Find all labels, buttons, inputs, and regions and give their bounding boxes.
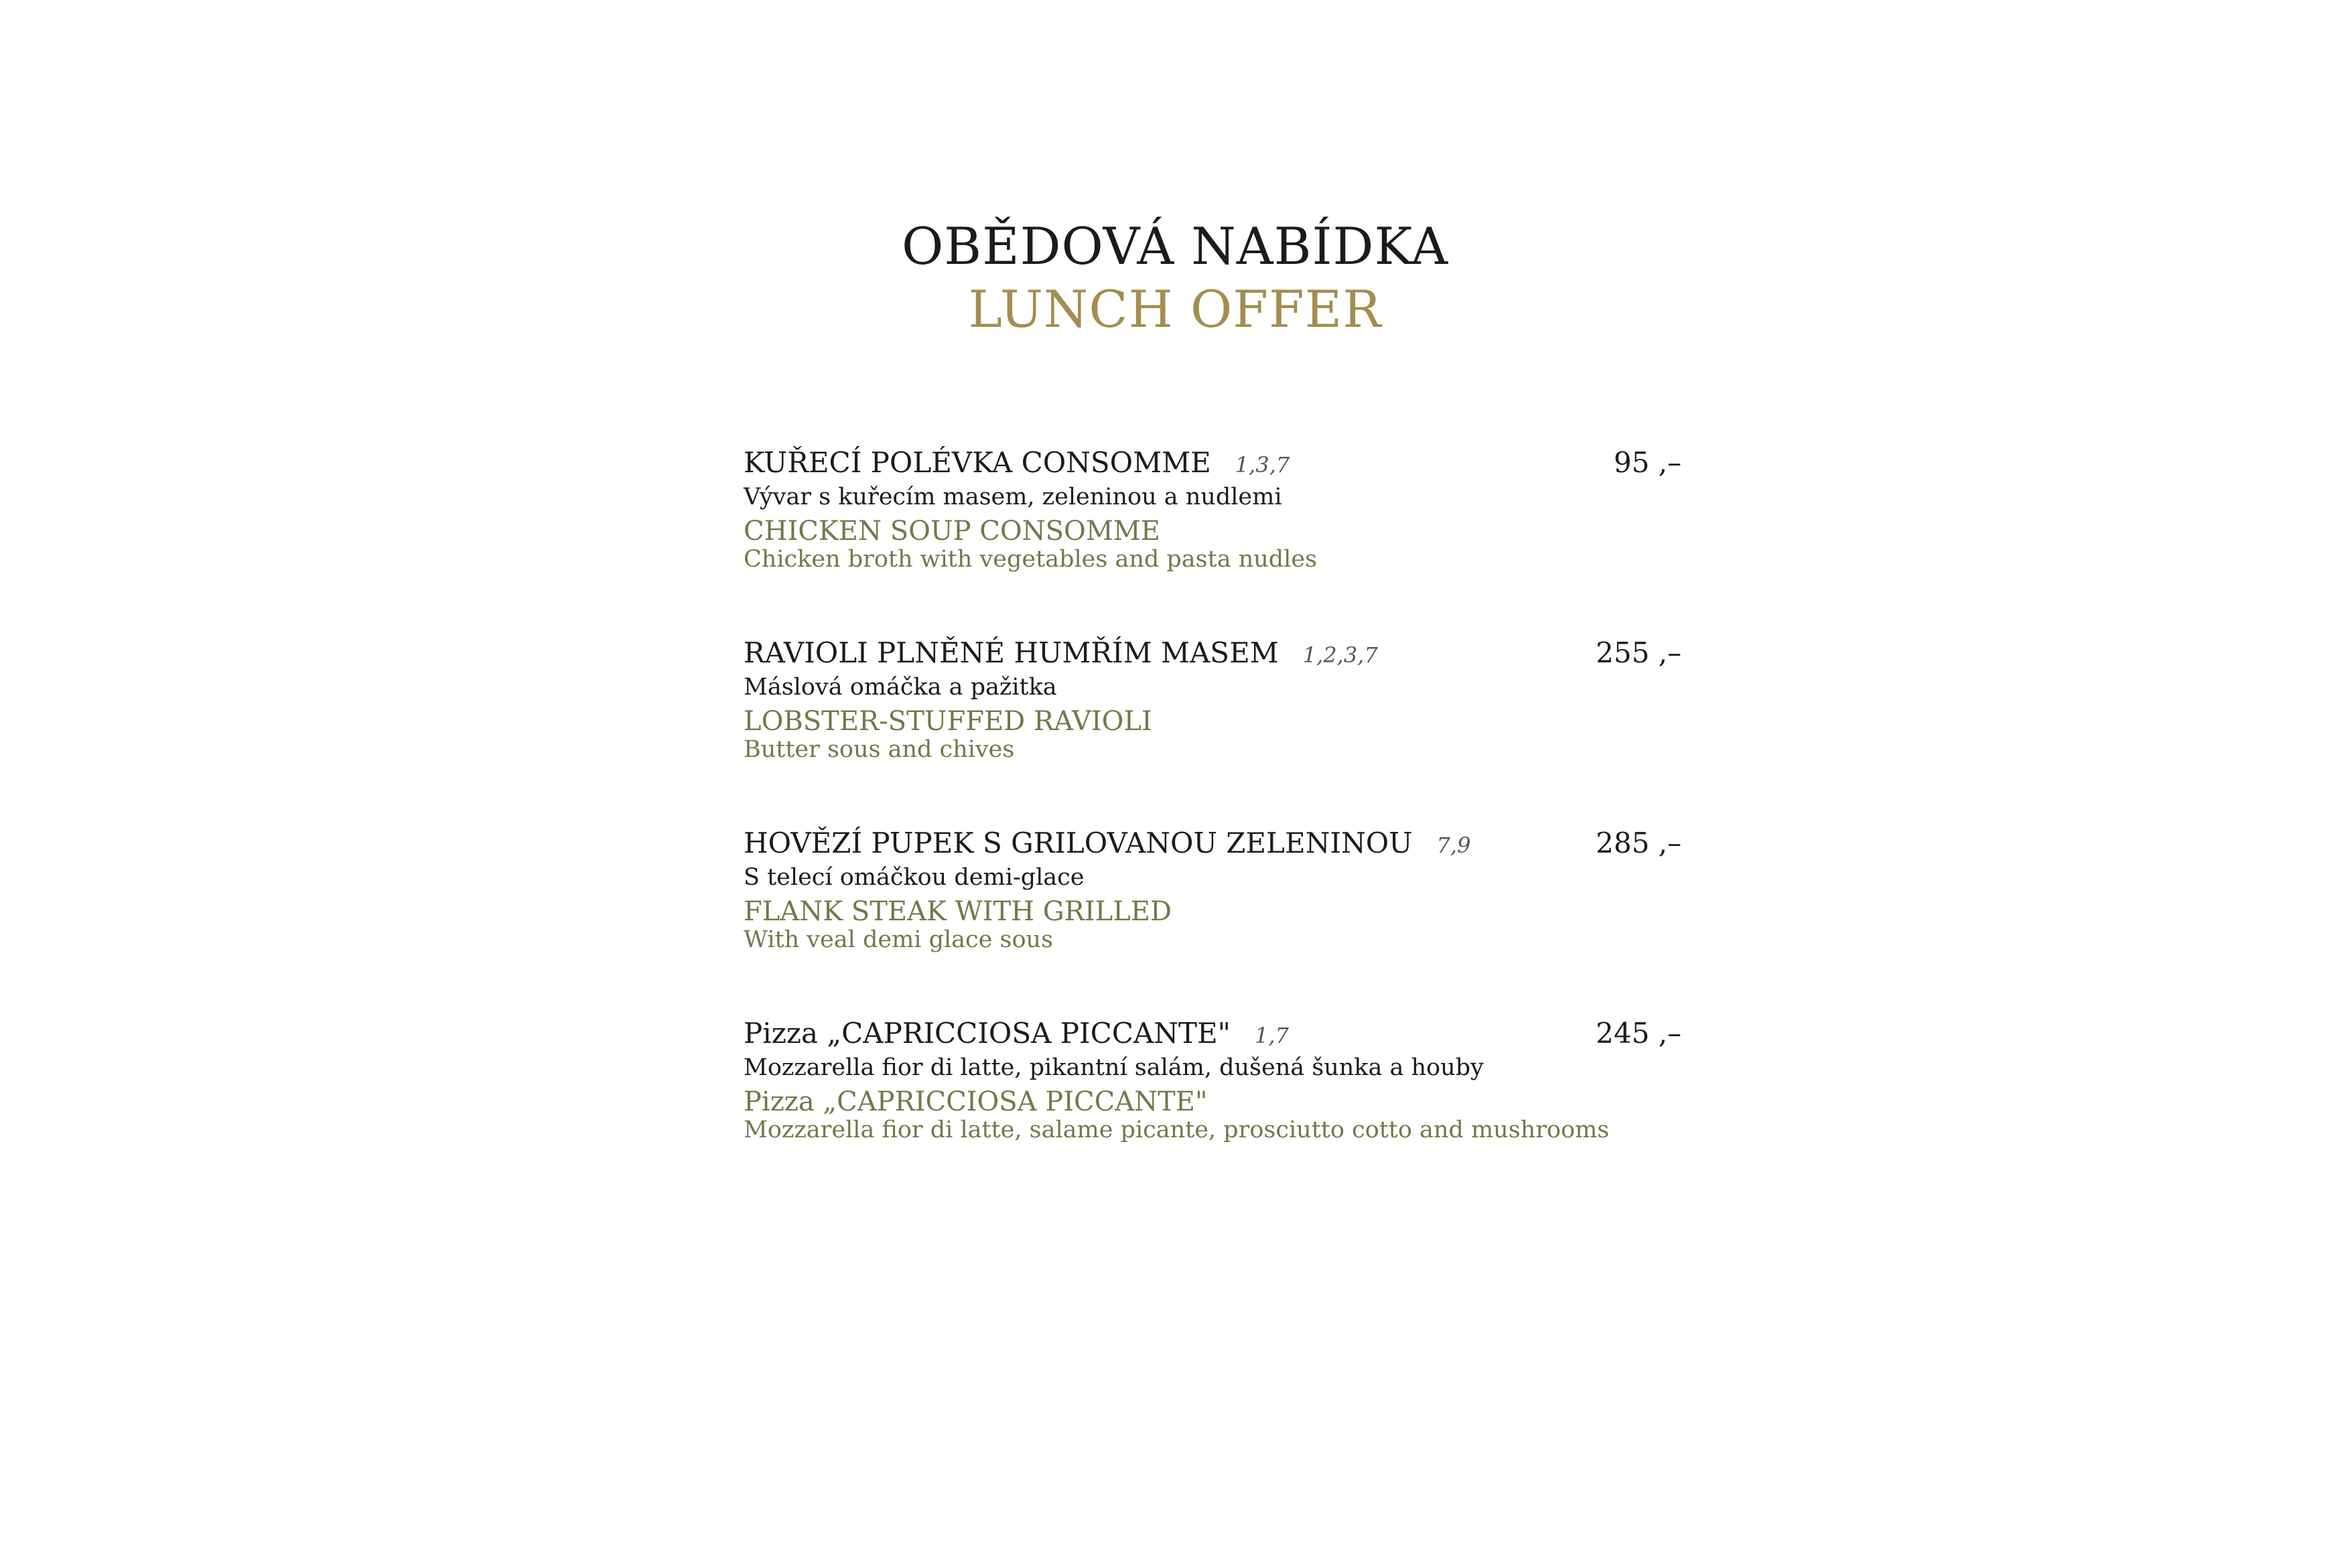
dish-price: 285 ,–: [1596, 827, 1681, 859]
dish-name-czech-text: RAVIOLI PLNĚNÉ HUMŘÍM MASEM: [744, 636, 1279, 669]
dish-description-english: Butter sous and chives: [744, 736, 1015, 763]
dish-description-english: Mozzarella fior di latte, salame picante, prosciutto cotto and mushrooms: [744, 1117, 1610, 1143]
dish-description-czech: S telecí omáčkou demi-glace: [744, 864, 1085, 891]
dish-price: 95 ,–: [1613, 446, 1681, 479]
menu-item: [744, 439, 1681, 629]
dish-description-english: Chicken broth with vegetables and pasta nudles: [744, 546, 1318, 573]
dish-name-english: LOBSTER-STUFFED RAVIOLI: [744, 706, 1152, 737]
dish-description-czech: Máslová omáčka a pažitka: [744, 674, 1057, 701]
dish-name-english: FLANK STEAK WITH GRILLED: [744, 896, 1172, 927]
menu-list: [744, 439, 1681, 1200]
allergen-codes: 7,9: [1436, 833, 1471, 858]
allergen-codes: 1,3,7: [1235, 452, 1290, 478]
dish-description-czech: Mozzarella fior di latte, pikantní salám, dušená šunka a houby: [744, 1054, 1484, 1081]
dish-name-czech-text: Pizza „CAPRICCIOSA PICCANTE": [744, 1017, 1231, 1050]
page-title-czech: OBĚDOVÁ NABÍDKA: [901, 216, 1449, 276]
allergen-codes: 1,2,3,7: [1302, 642, 1378, 668]
menu-item: [744, 629, 1681, 819]
dish-price: 245 ,–: [1596, 1017, 1681, 1050]
menu-item: [744, 1009, 1681, 1200]
menu-item: [744, 819, 1681, 1009]
dish-name-czech-text: HOVĚZÍ PUPEK S GRILOVANOU ZELENINOU: [744, 827, 1413, 859]
dish-description-english: With veal demi glace sous: [744, 926, 1054, 953]
dish-name-czech-text: KUŘECÍ POLÉVKA CONSOMME: [744, 446, 1211, 479]
dish-price: 255 ,–: [1596, 636, 1681, 669]
dish-description-czech: Vývar s kuřecím masem, zeleninou a nudlemi: [744, 484, 1282, 510]
page-title-english: LUNCH OFFER: [968, 279, 1382, 339]
dish-name-english: CHICKEN SOUP CONSOMME: [744, 516, 1160, 547]
dish-name-english: Pizza „CAPRICCIOSA PICCANTE": [744, 1086, 1208, 1117]
allergen-codes: 1,7: [1254, 1023, 1289, 1048]
